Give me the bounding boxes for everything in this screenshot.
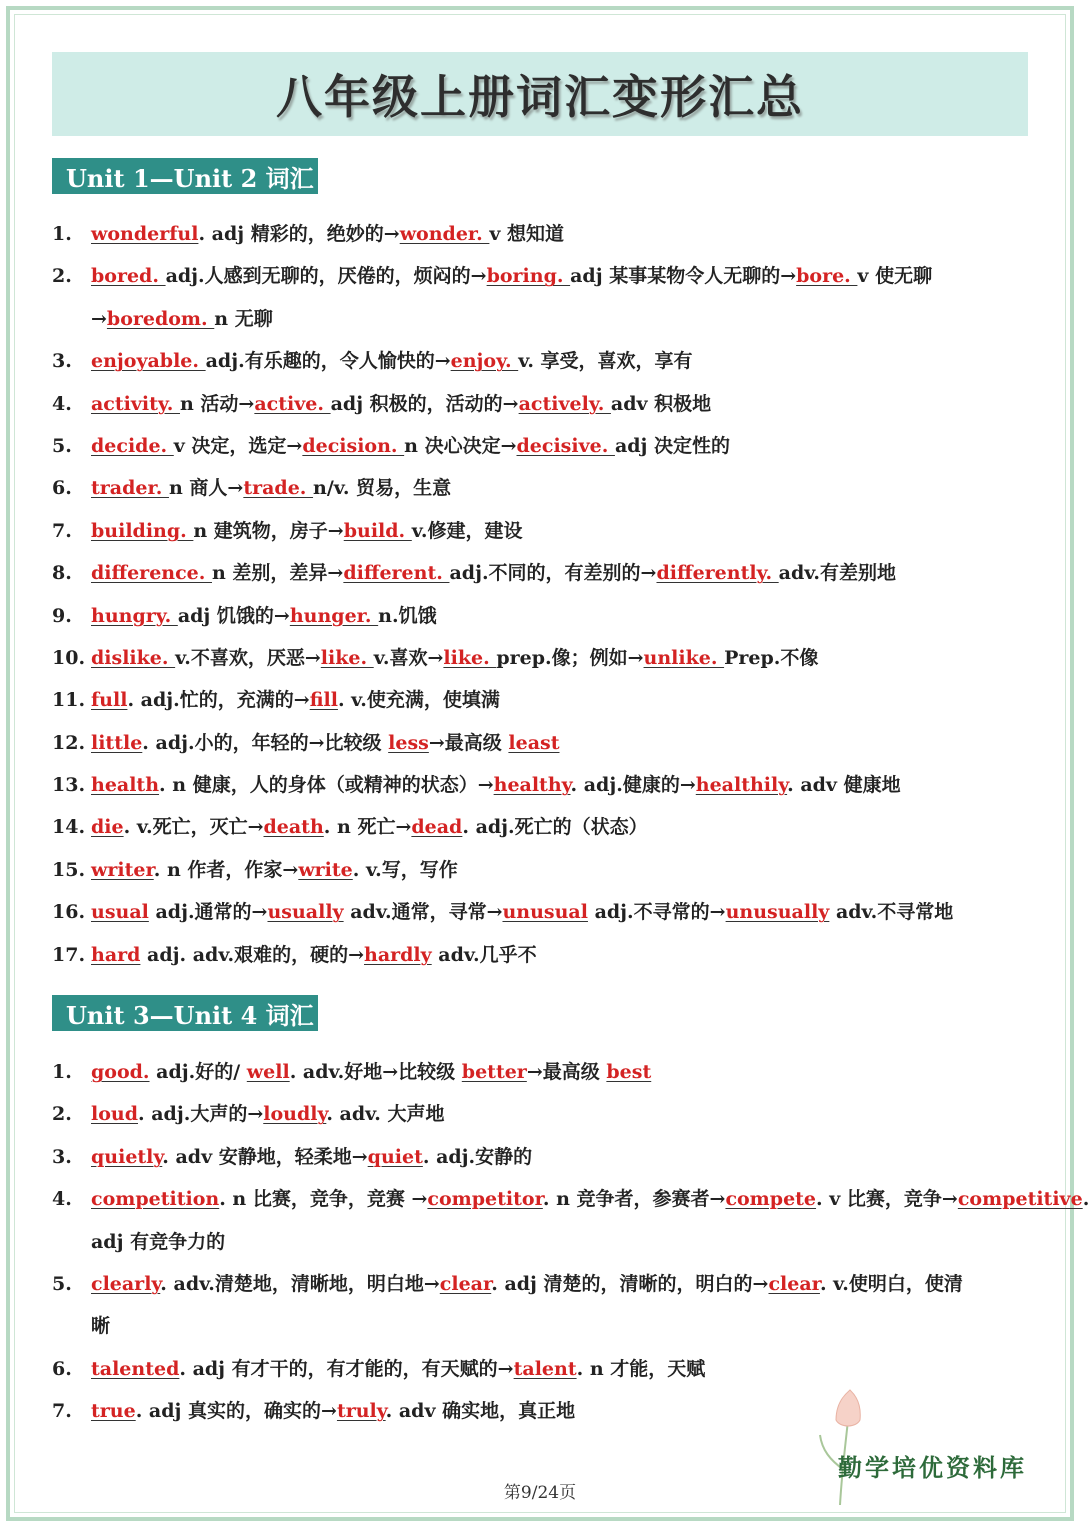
vocab-definition: . v.写，写作 [352, 858, 458, 881]
vocab-definition: . adj.健康的→ [570, 774, 696, 797]
vocab-word: trade. [243, 477, 314, 500]
vocab-definition: adj 某事某物令人无聊的→ [570, 265, 797, 288]
vocab-list-unit3-4 [0, 1051, 1089, 1433]
vocab-definition: . adj 有才干的，有才能的，有天赋的→ [179, 1357, 514, 1380]
vocab-definition: . n 比赛，竞争，竞赛 → [219, 1188, 428, 1211]
item-content [91, 595, 1040, 637]
vocab-definition: . adj 清楚的，清晰的，明白的→ [491, 1272, 769, 1295]
vocab-definition: . adj.小的，年轻的→比较级 [142, 731, 389, 754]
vocab-word: dislike. [91, 646, 176, 669]
item-content [91, 806, 1040, 848]
vocab-word: differently. [656, 562, 779, 585]
item-number: 4. [52, 392, 72, 415]
vocab-word: activity. [91, 392, 180, 415]
vocab-item [0, 425, 1080, 467]
item-content [91, 1221, 225, 1263]
vocab-word: clear [768, 1272, 820, 1295]
vocab-word: full [91, 689, 128, 712]
vocab-definition: n 商人→ [168, 477, 244, 500]
vocab-word: bored. [91, 265, 166, 288]
item-number: 2. [52, 265, 72, 288]
page-title: 八年级上册词汇变形汇总 [276, 70, 804, 124]
vocab-item [0, 467, 1080, 509]
vocab-definition: adv.几乎不 [431, 943, 537, 966]
vocab-word: decide. [91, 434, 174, 457]
vocab-item [0, 213, 1080, 255]
item-number: 1. [52, 223, 72, 245]
vocab-word: healthy [493, 774, 571, 797]
vocab-definition: v.喜欢→ [373, 646, 444, 669]
vocab-item [0, 340, 1080, 382]
vocab-definition: adj 饥饿的→ [177, 604, 290, 627]
vocab-word: healthily [695, 774, 788, 797]
vocab-definition: n 建筑物，房子→ [193, 519, 344, 542]
item-content [91, 510, 1040, 552]
vocab-item [0, 255, 1080, 297]
vocab-definition: v 使无聊 [857, 265, 933, 288]
item-content [91, 722, 1040, 764]
vocab-word: compete [725, 1188, 817, 1211]
item-number: 15. [52, 858, 86, 881]
vocab-definition: . adj.大声的→ [138, 1103, 264, 1126]
vocab-definition: . adj 真实的，确实的→ [135, 1400, 337, 1423]
vocab-definition: adv 积极地 [610, 392, 712, 415]
item-number: 7. [52, 1400, 72, 1423]
vocab-definition: . adj.忙的，充满的→ [127, 689, 310, 712]
vocab-word: different. [343, 562, 450, 585]
vocab-definition: . n 才能，天赋 [576, 1357, 706, 1380]
watermark-text: 勤学培优资料库 [838, 1453, 1027, 1482]
section-header-unit1-2: Unit 1—Unit 2 词汇 [52, 158, 318, 194]
vocab-item [0, 1263, 1080, 1305]
vocab-definition: . [1082, 1188, 1089, 1211]
item-number: 14. [52, 816, 86, 839]
vocab-definition: adv.有差别地 [778, 562, 897, 585]
vocab-definition: . n 竞争者，参赛者→ [542, 1188, 726, 1211]
vocab-definition: adj.人感到无聊的，厌倦的，烦闷的→ [165, 265, 487, 288]
vocab-word: boring. [486, 265, 571, 288]
vocab-item [0, 1136, 1080, 1178]
item-content [91, 764, 1040, 806]
item-content [91, 1263, 1040, 1305]
vocab-definition: adv.通常，寻常→ [343, 901, 503, 924]
vocab-item [0, 679, 1080, 721]
vocab-definition: n 差别，差异→ [212, 562, 344, 585]
vocab-definition: n/v. 贸易，生意 [313, 477, 452, 500]
vocab-definition: v 想知道 [489, 223, 565, 245]
vocab-definition: adj 积极的，活动的→ [330, 392, 519, 415]
vocab-item [0, 722, 1080, 764]
item-content [91, 298, 273, 340]
item-number: 5. [52, 1272, 72, 1295]
vocab-item [0, 510, 1080, 552]
vocab-word: like. [320, 646, 374, 669]
vocab-definition: adj 有竞争力的 [91, 1230, 226, 1253]
vocab-word: competitor [427, 1188, 543, 1211]
item-content [91, 340, 1040, 382]
item-content [91, 891, 1040, 933]
item-number: 3. [52, 1145, 72, 1168]
item-number: 7. [52, 519, 72, 542]
vocab-definition: n 活动→ [180, 392, 255, 415]
vocab-definition: . adj.安静的 [422, 1145, 533, 1168]
vocab-word: actively. [518, 392, 611, 415]
item-content [91, 1390, 1040, 1432]
vocab-word: unusual [502, 901, 588, 924]
item-number: 13. [52, 774, 86, 797]
item-content [91, 637, 1040, 679]
vocab-word: best [606, 1061, 652, 1083]
item-content [91, 552, 1040, 594]
vocab-definition: v 决定，选定→ [173, 434, 303, 457]
vocab-word: quietly [91, 1145, 163, 1168]
vocab-definition: adj 决定性的 [614, 434, 731, 457]
vocab-word: building. [91, 519, 194, 542]
vocab-item [0, 806, 1080, 848]
vocab-word: talented [91, 1357, 180, 1380]
vocab-word: usually [267, 901, 344, 924]
item-content [91, 679, 1040, 721]
vocab-item [0, 934, 1080, 976]
vocab-definition: adj.通常的→ [148, 901, 268, 924]
vocab-definition: . v.死亡，灭亡→ [123, 816, 264, 839]
vocab-word: competitive [957, 1188, 1083, 1211]
vocab-item [0, 764, 1080, 806]
item-content [91, 467, 1040, 509]
item-number: 17. [52, 943, 86, 966]
vocab-item [0, 849, 1080, 891]
item-content [91, 1348, 1040, 1390]
vocab-word: hardly [364, 943, 432, 966]
vocab-word: loud [91, 1103, 138, 1126]
vocab-word: active. [254, 392, 331, 415]
vocab-word: dead [411, 816, 463, 839]
vocab-definition: adj.好的/ [149, 1061, 247, 1083]
vocab-definition: v. 享受，喜欢，享有 [518, 350, 693, 373]
item-number: 12. [52, 731, 86, 754]
vocab-definition: . n 健康，人的身体（或精神的状态）→ [159, 774, 494, 797]
vocab-definition: prep.像；例如→ [496, 646, 644, 669]
vocab-word: bore. [796, 265, 858, 288]
item-number: 2. [52, 1103, 72, 1126]
vocab-definition: → [91, 307, 107, 330]
vocab-item [0, 1390, 1080, 1432]
vocab-item-continuation [0, 1221, 1080, 1263]
item-content [91, 1051, 1040, 1093]
vocab-item [0, 1051, 1080, 1093]
vocab-word: talent [513, 1357, 577, 1380]
vocab-word: competition [91, 1188, 220, 1211]
vocab-word: fill [309, 689, 338, 712]
item-number: 10. [52, 646, 86, 669]
vocab-word: loudly [263, 1103, 327, 1126]
vocab-item [0, 1178, 1089, 1220]
vocab-word: least [508, 731, 560, 754]
item-content [91, 425, 1040, 467]
vocab-definition: →最高级 [526, 1061, 607, 1083]
vocab-item-continuation [0, 298, 1080, 340]
vocab-word: better [461, 1061, 527, 1083]
vocab-word: decisive. [516, 434, 615, 457]
vocab-definition: v.修建，建设 [411, 519, 523, 542]
vocab-word: wonder. [399, 223, 490, 245]
vocab-item [0, 383, 1080, 425]
vocab-definition: n 决心决定→ [404, 434, 517, 457]
vocab-definition: adj.有乐趣的，令人愉快的→ [205, 350, 451, 373]
vocab-definition: n 无聊 [214, 307, 273, 330]
vocab-definition: adv.不寻常地 [829, 901, 954, 924]
vocab-word: unlike. [643, 646, 725, 669]
item-number: 6. [52, 1357, 72, 1380]
vocab-word: death [263, 816, 324, 839]
vocab-definition: . adv. 大声地 [326, 1103, 445, 1126]
item-number: 11. [52, 689, 86, 712]
item-content [91, 1093, 1040, 1135]
item-number: 4. [52, 1188, 72, 1211]
vocab-word: boredom. [106, 307, 215, 330]
vocab-word: true [91, 1400, 136, 1423]
item-number: 3. [52, 350, 72, 373]
vocab-definition: . n 作者，作家→ [153, 858, 299, 881]
item-content [91, 1305, 110, 1347]
vocab-definition: . adj 精彩的，绝妙的→ [198, 223, 400, 245]
vocab-word: unusually [725, 901, 830, 924]
vocab-word: writer [91, 858, 154, 881]
vocab-word: hunger. [289, 604, 379, 627]
vocab-item [0, 1348, 1080, 1390]
vocab-definition: . v.使充满，使填满 [337, 689, 500, 712]
vocab-definition: . v 比赛，竞争→ [816, 1188, 958, 1211]
vocab-list-unit1-2 [0, 213, 1080, 976]
vocab-definition: . n 死亡→ [323, 816, 412, 839]
vocab-item [0, 637, 1080, 679]
vocab-definition: →最高级 [428, 731, 509, 754]
item-content [91, 849, 1040, 891]
vocab-word: write [298, 858, 353, 881]
vocab-word: enjoy. [450, 350, 519, 373]
item-content [91, 1136, 1040, 1178]
vocab-word: clearly [91, 1272, 161, 1295]
page-number: 第9/24页 [503, 1483, 577, 1503]
item-number: 9. [52, 604, 72, 627]
vocab-definition: . adj.死亡的（状态） [462, 816, 648, 839]
section-header-unit3-4: Unit 3—Unit 4 词汇 [52, 995, 318, 1031]
item-number: 8. [52, 562, 72, 585]
vocab-word: well [246, 1061, 290, 1083]
vocab-word: less [388, 731, 429, 754]
vocab-word: clear [439, 1272, 492, 1295]
vocab-word: enjoyable. [91, 350, 206, 373]
item-content [91, 213, 1040, 255]
vocab-definition: adj.不寻常的→ [587, 901, 726, 924]
item-content [91, 1178, 1089, 1220]
vocab-word: good. [91, 1061, 150, 1083]
vocab-definition: . adv 确实地，真正地 [385, 1400, 576, 1423]
vocab-item [0, 1093, 1080, 1135]
vocab-definition: Prep.不像 [724, 646, 819, 669]
vocab-word: die [91, 816, 124, 839]
vocab-word: quiet [367, 1145, 423, 1168]
vocab-definition: 晰 [91, 1315, 111, 1338]
vocab-word: little [91, 731, 143, 754]
vocab-definition: n.饥饿 [378, 604, 437, 627]
title-banner [52, 52, 1028, 136]
item-content [91, 934, 1040, 976]
vocab-word: health [91, 774, 160, 797]
vocab-word: like. [443, 646, 497, 669]
vocab-definition: . adv.清楚地，清晰地，明白地→ [160, 1272, 440, 1295]
vocab-word: difference. [91, 562, 212, 585]
vocab-definition: adj.不同的，有差别的→ [449, 562, 657, 585]
vocab-definition: v.不喜欢，厌恶→ [175, 646, 321, 669]
item-number: 16. [52, 901, 86, 924]
vocab-item-continuation [0, 1305, 1080, 1347]
vocab-word: trader. [91, 477, 169, 500]
vocab-item [0, 891, 1080, 933]
vocab-word: build. [343, 519, 412, 542]
vocab-definition: . adv 安静地，轻柔地→ [162, 1145, 368, 1168]
vocab-definition: . adv.好地→比较级 [289, 1061, 462, 1083]
item-content [91, 383, 1040, 425]
vocab-word: usual [91, 901, 149, 924]
vocab-word: truly [336, 1400, 386, 1423]
vocab-definition: adj. adv.艰难的，硬的→ [140, 943, 364, 966]
vocab-word: decision. [302, 434, 405, 457]
vocab-word: hard [91, 943, 141, 966]
vocab-definition: . adv 健康地 [787, 774, 901, 797]
item-number: 1. [52, 1061, 72, 1083]
vocab-definition: . v.使明白，使清 [819, 1272, 963, 1295]
vocab-word: hungry. [91, 604, 178, 627]
item-content [91, 255, 1040, 297]
item-number: 6. [52, 477, 72, 500]
vocab-item [0, 552, 1080, 594]
item-number: 5. [52, 434, 72, 457]
vocab-word: wonderful [91, 223, 199, 245]
vocab-item [0, 595, 1080, 637]
